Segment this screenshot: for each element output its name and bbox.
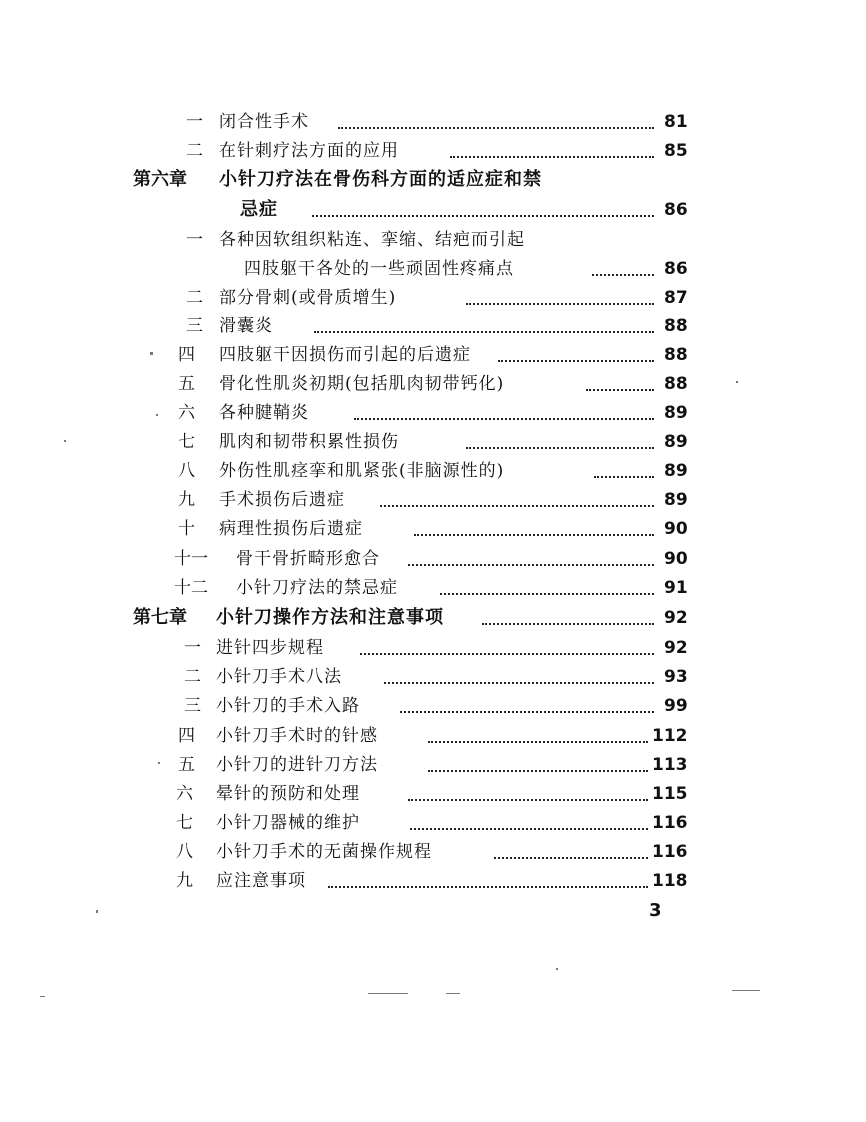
toc-entry-number: 六: [176, 784, 193, 804]
scan-speck: [556, 968, 558, 970]
toc-entry-number: 一: [186, 230, 203, 250]
toc-entry: [0, 866, 866, 896]
dot-leader: [586, 387, 654, 391]
dot-leader: [466, 301, 654, 305]
dot-leader: [380, 503, 654, 507]
toc-entry-title: 小针刀的手术入路: [216, 696, 360, 716]
dot-leader: [498, 358, 654, 362]
toc-entry-page: 92: [664, 608, 688, 628]
dot-leader: [384, 680, 654, 684]
toc-entry-page: 118: [652, 871, 688, 891]
toc-entry: [0, 750, 866, 780]
toc-entry-title: 小针刀的进针刀方法: [216, 755, 378, 775]
toc-entry-title: 进针四步规程: [216, 638, 324, 658]
toc-entry-page: 88: [664, 316, 688, 336]
toc-entry-number: 五: [178, 755, 195, 775]
toc-entry-page: 93: [664, 667, 688, 687]
toc-entry-page: 99: [664, 696, 688, 716]
toc-entry-number: 七: [176, 813, 193, 833]
chapter-title: 小针刀疗法在骨伤科方面的适应症和禁: [219, 169, 542, 190]
dot-leader: [328, 884, 648, 888]
dot-leader: [410, 826, 648, 830]
toc-chapter-entry: [0, 603, 866, 633]
toc-entry-title: 应注意事项: [216, 871, 306, 891]
toc-entry: [0, 427, 866, 457]
dot-leader: [408, 562, 654, 566]
chapter-number: 第七章: [133, 607, 187, 628]
toc-entry-number: 九: [176, 871, 193, 891]
dot-leader: [466, 445, 654, 449]
toc-entry: [0, 514, 866, 544]
toc-entry: [0, 283, 866, 313]
scan-speck: [156, 414, 158, 416]
toc-entry: [0, 485, 866, 515]
toc-entry-title: 晕针的预防和处理: [216, 784, 360, 804]
toc-entry-number: 二: [186, 141, 203, 161]
toc-entry-number: 八: [176, 842, 193, 862]
toc-entry-number: 八: [178, 461, 195, 481]
toc-entry-page: 85: [664, 141, 688, 161]
toc-entry-title: 四肢躯干因损伤而引起的后遗症: [219, 345, 471, 365]
scan-speck: [96, 910, 98, 913]
toc-entry-title-continuation: 四肢躯干各处的一些顽固性疼痛点: [244, 259, 514, 279]
dot-leader: [354, 416, 654, 420]
toc-entry: [0, 225, 866, 255]
toc-entry: [0, 107, 866, 137]
toc-entry-page: 86: [664, 259, 688, 279]
toc-entry-number: 七: [178, 432, 195, 452]
toc-entry-title: 小针刀器械的维护: [216, 813, 360, 833]
toc-entry-page: 115: [652, 784, 688, 804]
scan-speck: [150, 352, 153, 355]
toc-entry-page: 87: [664, 288, 688, 308]
toc-entry-title: 各种腱鞘炎: [219, 403, 309, 423]
toc-entry-page: 88: [664, 374, 688, 394]
toc-entry-title: 外伤性肌痉挛和肌紧张(非脑源性的): [219, 461, 505, 481]
toc-entry-title: 手术损伤后遗症: [219, 490, 345, 510]
scan-speck: [40, 996, 45, 997]
toc-entry: [0, 136, 866, 166]
toc-entry-number: 三: [184, 696, 201, 716]
dot-leader: [408, 797, 648, 801]
toc-entry-page: 86: [664, 200, 688, 220]
toc-entry-title: 小针刀手术的无菌操作规程: [216, 842, 432, 862]
dot-leader: [592, 272, 654, 276]
toc-entry-title: 病理性损伤后遗症: [219, 519, 363, 539]
toc-entry-title: 小针刀疗法的禁忌症: [236, 578, 398, 598]
dot-leader: [414, 532, 654, 536]
toc-entry-number: 九: [178, 490, 195, 510]
scan-speck: [368, 993, 408, 994]
toc-entry: [0, 633, 866, 663]
toc-entry-page: 90: [664, 519, 688, 539]
scan-speck: [64, 440, 66, 442]
dot-leader: [428, 739, 648, 743]
toc-entry-number: 三: [186, 316, 203, 336]
toc-entry-page: 89: [664, 403, 688, 423]
toc-entry-title: 各种因软组织粘连、挛缩、结疤而引起: [219, 230, 525, 250]
scan-speck: [158, 762, 160, 764]
toc-chapter-entry: [0, 165, 866, 195]
toc-entry: [0, 456, 866, 486]
toc-entry-title: 骨干骨折畸形愈合: [236, 549, 380, 569]
scan-speck: [736, 381, 738, 383]
toc-entry: [0, 662, 866, 692]
dot-leader: [482, 621, 654, 625]
toc-entry-number: 五: [178, 374, 195, 394]
toc-entry: [0, 691, 866, 721]
toc-entry-number: 十: [178, 519, 195, 539]
toc-entry: [0, 311, 866, 341]
dot-leader: [440, 591, 654, 595]
chapter-title: 小针刀操作方法和注意事项: [216, 607, 444, 628]
chapter-title-continuation: 忌症: [240, 199, 278, 220]
page-number: 3: [649, 900, 662, 921]
toc-entry-page: 92: [664, 638, 688, 658]
toc-entry-title: 闭合性手术: [219, 112, 309, 132]
toc-entry-page: 112: [652, 726, 688, 746]
toc-entry-number: 十二: [174, 578, 208, 598]
scan-speck: [446, 993, 460, 994]
toc-entry-number: 六: [178, 403, 195, 423]
toc-entry-page: 89: [664, 432, 688, 452]
toc-entry: [0, 340, 866, 370]
toc-entry-title: 骨化性肌炎初期(包括肌肉韧带钙化): [219, 374, 505, 394]
toc-entry-title: 在针刺疗法方面的应用: [219, 141, 399, 161]
toc-entry-number: 二: [186, 288, 203, 308]
toc-entry: [0, 837, 866, 867]
toc-chapter-entry-continuation: [0, 195, 866, 225]
toc-entry-page: 116: [652, 842, 688, 862]
toc-entry-page: 91: [664, 578, 688, 598]
toc-entry-number: 四: [178, 726, 195, 746]
dot-leader: [494, 855, 648, 859]
toc-entry-title: 肌肉和韧带积累性损伤: [219, 432, 399, 452]
chapter-number: 第六章: [133, 169, 187, 190]
dot-leader: [312, 213, 654, 217]
toc-entry-continuation: [0, 254, 866, 284]
toc-entry-page: 90: [664, 549, 688, 569]
toc-entry-page: 116: [652, 813, 688, 833]
scan-speck: [732, 990, 760, 991]
toc-entry-title: 滑囊炎: [219, 316, 273, 336]
toc-entry-number: 二: [184, 667, 201, 687]
toc-entry: [0, 369, 866, 399]
toc-entry-page: 81: [664, 112, 688, 132]
toc-entry: [0, 544, 866, 574]
toc-entry-number: 一: [186, 112, 203, 132]
toc-entry: [0, 573, 866, 603]
toc-entry-page: 113: [652, 755, 688, 775]
dot-leader: [400, 709, 654, 713]
toc-entry-title: 小针刀手术时的针感: [216, 726, 378, 746]
dot-leader: [338, 125, 654, 129]
toc-entry: [0, 721, 866, 751]
dot-leader: [428, 768, 648, 772]
toc-entry-title: 部分骨刺(或骨质增生): [219, 288, 397, 308]
toc-entry: [0, 398, 866, 428]
toc-entry-page: 88: [664, 345, 688, 365]
dot-leader: [450, 154, 654, 158]
toc-entry: [0, 808, 866, 838]
toc-entry-page: 89: [664, 461, 688, 481]
dot-leader: [594, 474, 654, 478]
dot-leader: [314, 329, 654, 333]
toc-entry-number: 十一: [174, 549, 208, 569]
toc-entry-number: 一: [184, 638, 201, 658]
toc-entry: [0, 779, 866, 809]
toc-entry-page: 89: [664, 490, 688, 510]
toc-entry-title: 小针刀手术八法: [216, 667, 342, 687]
dot-leader: [360, 651, 654, 655]
toc-entry-number: 四: [178, 345, 195, 365]
